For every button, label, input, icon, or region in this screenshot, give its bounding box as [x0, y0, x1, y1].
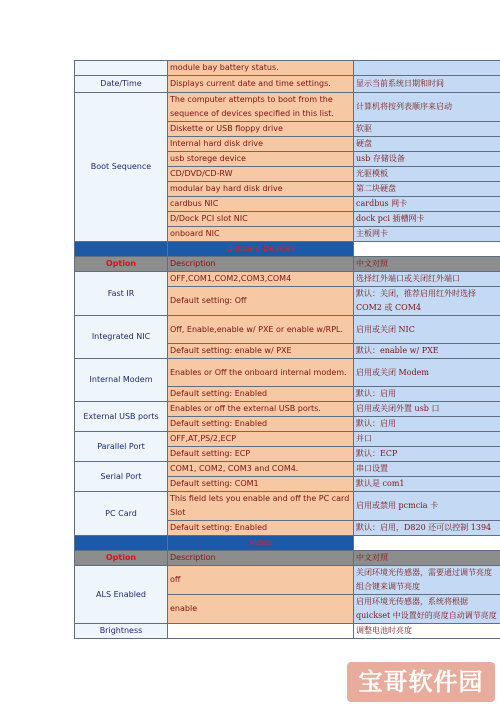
option-chinese: 默认：启用 [354, 387, 500, 402]
section-bar [75, 536, 500, 551]
option-chinese: 显示当前系统日期和时间 [354, 76, 500, 93]
option-description: OFF,AT,PS/2,ECP [168, 432, 354, 447]
table-row [75, 316, 500, 344]
option-description: D/Dock PCI slot NIC [168, 212, 354, 227]
option-description: Default setting: Enabled [168, 521, 354, 536]
option-name [75, 61, 168, 76]
option-description: OFF,COM1,COM2,COM3,COM4 [168, 272, 354, 287]
table-row [75, 462, 500, 477]
table-row [75, 566, 500, 595]
option-chinese: 默认：enable w/ PXE [354, 344, 500, 359]
header-description: Description [168, 551, 354, 566]
option-description: CD/DVD/CD-RW [168, 167, 354, 182]
option-description: COM1, COM2, COM3 and COM4. [168, 462, 354, 477]
bios-settings-table [74, 60, 500, 639]
table-row [75, 624, 500, 639]
option-chinese: 启用或禁用 pcmcia 卡 [354, 492, 500, 521]
option-chinese: 硬盘 [354, 137, 500, 152]
settings-table-container [74, 60, 500, 639]
option-name: External USB ports [75, 402, 168, 432]
watermark-logo: 宝哥软件园 [345, 660, 497, 704]
table-row [75, 402, 500, 417]
option-name: Integrated NIC [75, 316, 168, 359]
option-chinese: 默认：关闭，推荐启用红外时选择 COM2 或 COM4 [354, 287, 500, 316]
option-description: Default setting: Enabled [168, 387, 354, 402]
option-chinese: 启用或关闭 Modem [354, 359, 500, 387]
option-name: Internal Modem [75, 359, 168, 402]
header-option: Option [75, 257, 168, 272]
option-chinese: 主板网卡 [354, 227, 500, 242]
option-description: Default setting: enable w/ PXE [168, 344, 354, 359]
option-description: Default setting: Enabled [168, 417, 354, 432]
header-description: Description [168, 257, 354, 272]
table-row [75, 432, 500, 447]
option-chinese: cardbus 网卡 [354, 197, 500, 212]
option-chinese: 默认：启用，D820 还可以控制 1394 [354, 521, 500, 536]
section-title: Video [168, 536, 354, 551]
option-chinese: 调整电池时亮度 [354, 624, 500, 639]
option-chinese: 启用环境光传感器，系统将根据 quickset 中设置好的亮度自动调节亮度 [354, 595, 500, 624]
table-row [75, 61, 500, 76]
option-chinese [354, 61, 500, 76]
option-chinese: dock pci 插槽网卡 [354, 212, 500, 227]
option-chinese: 并口 [354, 432, 500, 447]
option-chinese: 关闭环境光传感器，需要通过调节亮度组合键来调节亮度 [354, 566, 500, 595]
option-chinese: usb 存储设备 [354, 152, 500, 167]
table-header-row [75, 257, 500, 272]
option-description [168, 624, 354, 639]
option-description: Enables or off the external USB ports. [168, 402, 354, 417]
option-description: cardbus NIC [168, 197, 354, 212]
option-description: Default setting: COM1 [168, 477, 354, 492]
option-description: Default setting: Off [168, 287, 354, 316]
table-row [75, 359, 500, 387]
option-name: Date/Time [75, 76, 168, 93]
option-description: The computer attempts to boot from the sequence of devices specified in this list. [168, 93, 354, 122]
table-row [75, 492, 500, 521]
option-chinese: 计算机将按列表顺序来启动 [354, 93, 500, 122]
option-name: Serial Port [75, 462, 168, 492]
option-description: Displays current date and time settings. [168, 76, 354, 93]
option-description: enable [168, 595, 354, 624]
option-chinese: 选择红外端口或关闭红外端口 [354, 272, 500, 287]
table-row [75, 93, 500, 122]
option-chinese: 串口设置 [354, 462, 500, 477]
option-chinese: 默认：启用 [354, 417, 500, 432]
option-name: Brightness [75, 624, 168, 639]
option-name: ALS Enabled [75, 566, 168, 624]
option-name: Boot Sequence [75, 93, 168, 242]
option-name: Parallel Port [75, 432, 168, 462]
option-description: modular bay hard disk drive [168, 182, 354, 197]
option-chinese: 启用或关闭外置 usb 口 [354, 402, 500, 417]
header-chinese: 中文对照 [354, 551, 500, 566]
table-header-row [75, 551, 500, 566]
option-name: PC Card [75, 492, 168, 536]
option-chinese: 默认：ECP [354, 447, 500, 462]
section-bar [75, 242, 500, 257]
option-description: Internal hard disk drive [168, 137, 354, 152]
table-row [75, 272, 500, 287]
option-description: usb storege device [168, 152, 354, 167]
option-chinese: 启用或关闭 NIC [354, 316, 500, 344]
header-option: Option [75, 551, 168, 566]
option-description: onboard NIC [168, 227, 354, 242]
option-description: Default setting: ECP [168, 447, 354, 462]
section-title: Onboard Devices [168, 242, 354, 257]
option-chinese: 软驱 [354, 122, 500, 137]
option-chinese: 第二块硬盘 [354, 182, 500, 197]
header-chinese: 中文对照 [354, 257, 500, 272]
option-name: Fast IR [75, 272, 168, 316]
option-description: module bay battery status. [168, 61, 354, 76]
option-description: Enables or Off the onboard internal modem. [168, 359, 354, 387]
option-description: This field lets you enable and off the PC card Slot [168, 492, 354, 521]
option-description: off [168, 566, 354, 595]
option-description: Off, Enable,enable w/ PXE or enable w/RPL. [168, 316, 354, 344]
option-chinese: 光驱模板 [354, 167, 500, 182]
table-row [75, 76, 500, 93]
option-description: Diskette or USB floppy drive [168, 122, 354, 137]
option-chinese: 默认是 com1 [354, 477, 500, 492]
